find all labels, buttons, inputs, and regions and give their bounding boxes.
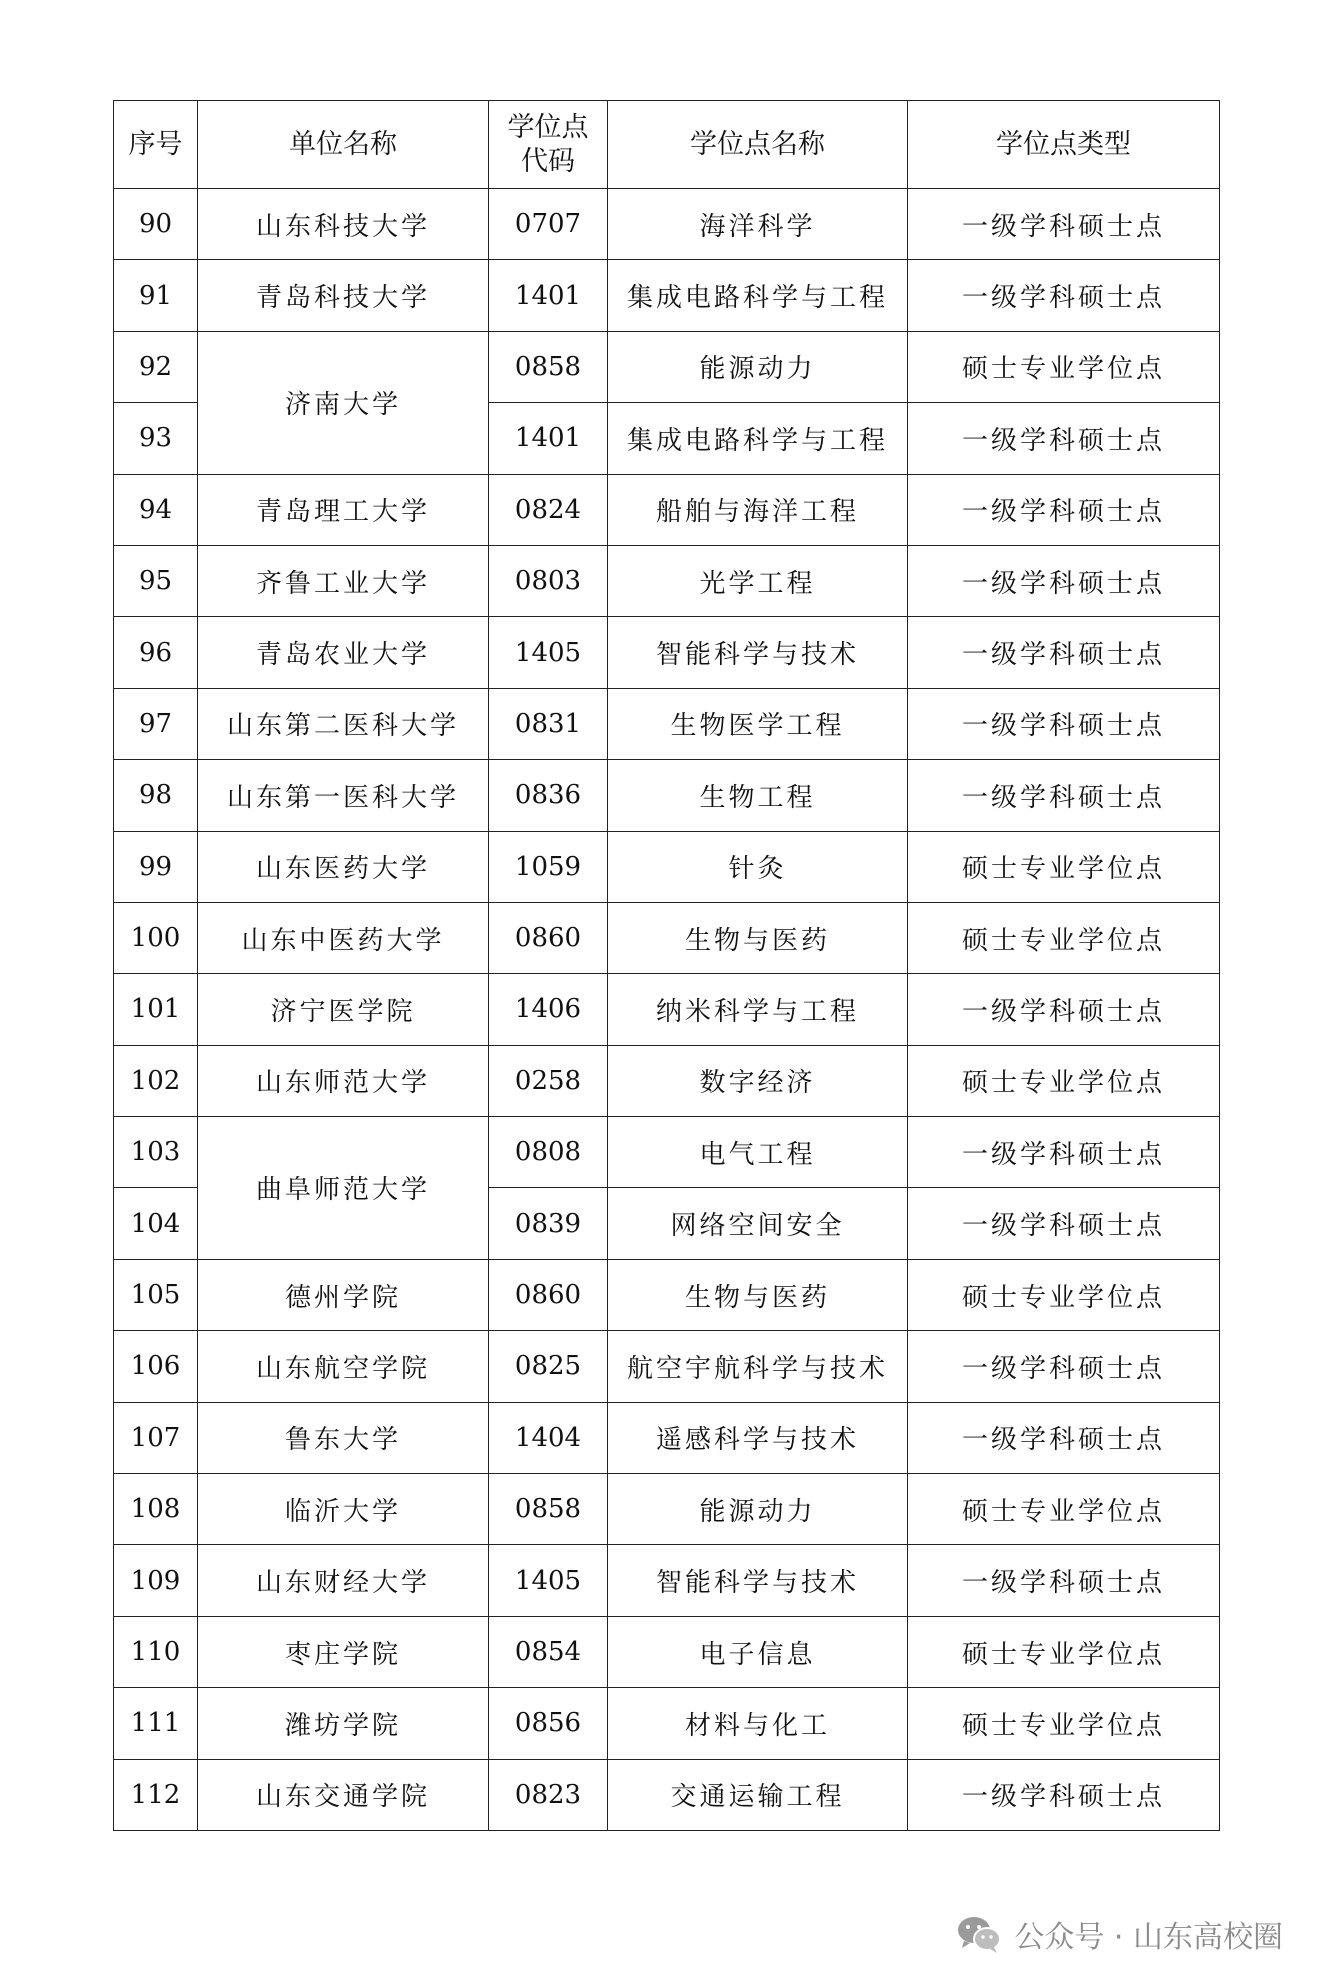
cell-unit: 山东医药大学	[198, 831, 489, 902]
cell-name: 遥感科学与技术	[608, 1402, 908, 1473]
table-row	[114, 902, 1220, 973]
table-row	[114, 474, 1220, 545]
cell-name: 生物工程	[608, 760, 908, 831]
cell-index: 110	[114, 1616, 198, 1687]
table-row	[114, 617, 1220, 688]
cell-unit: 山东中医药大学	[198, 902, 489, 973]
cell-index: 99	[114, 831, 198, 902]
cell-unit: 山东科技大学	[198, 189, 489, 260]
table-row	[114, 1688, 1220, 1759]
cell-type: 一级学科硕士点	[908, 617, 1220, 688]
wechat-icon	[956, 1914, 1002, 1954]
table-row	[114, 1117, 1220, 1188]
table-row	[114, 760, 1220, 831]
cell-code: 1401	[489, 403, 608, 474]
cell-name: 材料与化工	[608, 1688, 908, 1759]
cell-index: 95	[114, 545, 198, 616]
cell-index: 112	[114, 1759, 198, 1830]
cell-code: 0808	[489, 1117, 608, 1188]
cell-unit: 齐鲁工业大学	[198, 545, 489, 616]
table-row	[114, 688, 1220, 759]
header-index: 序号	[114, 101, 198, 189]
cell-unit: 德州学院	[198, 1259, 489, 1330]
table-header-row	[114, 101, 1220, 189]
cell-code: 0825	[489, 1331, 608, 1402]
cell-type: 一级学科硕士点	[908, 474, 1220, 545]
cell-unit: 临沂大学	[198, 1474, 489, 1545]
cell-type: 一级学科硕士点	[908, 545, 1220, 616]
cell-unit: 鲁东大学	[198, 1402, 489, 1473]
cell-index: 93	[114, 403, 198, 474]
cell-index: 90	[114, 189, 198, 260]
cell-name: 智能科学与技术	[608, 1545, 908, 1616]
header-code	[489, 101, 608, 189]
cell-unit: 青岛理工大学	[198, 474, 489, 545]
cell-type: 一级学科硕士点	[908, 260, 1220, 331]
cell-name: 集成电路科学与工程	[608, 403, 908, 474]
cell-name: 海洋科学	[608, 189, 908, 260]
cell-unit: 山东第一医科大学	[198, 760, 489, 831]
cell-code: 0858	[489, 331, 608, 402]
cell-unit: 潍坊学院	[198, 1688, 489, 1759]
header-code-line1: 学位点	[507, 111, 589, 143]
table-row	[114, 189, 1220, 260]
cell-code: 1405	[489, 1545, 608, 1616]
cell-type: 硕士专业学位点	[908, 1616, 1220, 1687]
cell-code: 0803	[489, 545, 608, 616]
cell-name: 网络空间安全	[608, 1188, 908, 1259]
cell-index: 105	[114, 1259, 198, 1330]
cell-unit: 枣庄学院	[198, 1616, 489, 1687]
table-row	[114, 1759, 1220, 1830]
table-row	[114, 1331, 1220, 1402]
cell-name: 生物医学工程	[608, 688, 908, 759]
cell-code: 1401	[489, 260, 608, 331]
table-row	[114, 1545, 1220, 1616]
cell-index: 94	[114, 474, 198, 545]
cell-code: 0831	[489, 688, 608, 759]
cell-index: 98	[114, 760, 198, 831]
cell-code: 0860	[489, 902, 608, 973]
cell-name: 船舶与海洋工程	[608, 474, 908, 545]
cell-type: 一级学科硕士点	[908, 974, 1220, 1045]
header-unit: 单位名称	[198, 101, 489, 189]
cell-type: 一级学科硕士点	[908, 760, 1220, 831]
cell-code: 0858	[489, 1474, 608, 1545]
cell-code: 0836	[489, 760, 608, 831]
cell-index: 106	[114, 1331, 198, 1402]
cell-name: 纳米科学与工程	[608, 974, 908, 1045]
cell-unit: 山东师范大学	[198, 1045, 489, 1116]
cell-unit: 山东财经大学	[198, 1545, 489, 1616]
cell-unit: 济宁医学院	[198, 974, 489, 1045]
cell-type: 一级学科硕士点	[908, 1117, 1220, 1188]
cell-unit: 曲阜师范大学	[198, 1117, 489, 1260]
cell-index: 107	[114, 1402, 198, 1473]
cell-name: 生物与医药	[608, 902, 908, 973]
cell-index: 101	[114, 974, 198, 1045]
cell-code: 0860	[489, 1259, 608, 1330]
cell-name: 智能科学与技术	[608, 617, 908, 688]
degree-points-table	[113, 100, 1220, 1831]
cell-type: 硕士专业学位点	[908, 1688, 1220, 1759]
table-row	[114, 545, 1220, 616]
cell-name: 交通运输工程	[608, 1759, 908, 1830]
table-row	[114, 1616, 1220, 1687]
cell-unit: 青岛农业大学	[198, 617, 489, 688]
cell-name: 能源动力	[608, 1474, 908, 1545]
cell-type: 硕士专业学位点	[908, 831, 1220, 902]
cell-type: 一级学科硕士点	[908, 189, 1220, 260]
cell-type: 硕士专业学位点	[908, 1259, 1220, 1330]
cell-name: 航空宇航科学与技术	[608, 1331, 908, 1402]
cell-code: 1405	[489, 617, 608, 688]
cell-code: 0258	[489, 1045, 608, 1116]
cell-type: 一级学科硕士点	[908, 403, 1220, 474]
cell-index: 103	[114, 1117, 198, 1188]
cell-index: 96	[114, 617, 198, 688]
table-row	[114, 1045, 1220, 1116]
cell-name: 光学工程	[608, 545, 908, 616]
cell-type: 一级学科硕士点	[908, 1402, 1220, 1473]
cell-type: 硕士专业学位点	[908, 1474, 1220, 1545]
cell-type: 硕士专业学位点	[908, 331, 1220, 402]
table-row	[114, 1259, 1220, 1330]
cell-type: 一级学科硕士点	[908, 1188, 1220, 1259]
cell-type: 硕士专业学位点	[908, 902, 1220, 973]
cell-unit: 济南大学	[198, 331, 489, 474]
cell-code: 1059	[489, 831, 608, 902]
cell-name: 集成电路科学与工程	[608, 260, 908, 331]
cell-name: 电子信息	[608, 1616, 908, 1687]
header-name: 学位点名称	[608, 101, 908, 189]
cell-type: 硕士专业学位点	[908, 1045, 1220, 1116]
cell-unit: 青岛科技大学	[198, 260, 489, 331]
table-row	[114, 831, 1220, 902]
cell-type: 一级学科硕士点	[908, 1545, 1220, 1616]
cell-unit: 山东交通学院	[198, 1759, 489, 1830]
cell-name: 数字经济	[608, 1045, 908, 1116]
table-body	[114, 189, 1220, 1831]
cell-code: 0839	[489, 1188, 608, 1259]
cell-type: 一级学科硕士点	[908, 1331, 1220, 1402]
cell-name: 能源动力	[608, 331, 908, 402]
cell-name: 针灸	[608, 831, 908, 902]
watermark-text: 公众号 · 山东高校圈	[1014, 1920, 1283, 1955]
cell-index: 92	[114, 331, 198, 402]
cell-code: 0854	[489, 1616, 608, 1687]
cell-index: 102	[114, 1045, 198, 1116]
cell-index: 91	[114, 260, 198, 331]
cell-code: 1404	[489, 1402, 608, 1473]
header-type: 学位点类型	[908, 101, 1220, 189]
cell-unit: 山东航空学院	[198, 1331, 489, 1402]
cell-index: 97	[114, 688, 198, 759]
watermark	[956, 1912, 1283, 1956]
cell-name: 电气工程	[608, 1117, 908, 1188]
cell-index: 104	[114, 1188, 198, 1259]
cell-type: 一级学科硕士点	[908, 688, 1220, 759]
table-row	[114, 260, 1220, 331]
cell-index: 100	[114, 902, 198, 973]
cell-code: 1406	[489, 974, 608, 1045]
cell-code: 0824	[489, 474, 608, 545]
cell-unit: 山东第二医科大学	[198, 688, 489, 759]
cell-code: 0707	[489, 189, 608, 260]
cell-code: 0823	[489, 1759, 608, 1830]
table-row	[114, 1402, 1220, 1473]
cell-index: 109	[114, 1545, 198, 1616]
cell-index: 108	[114, 1474, 198, 1545]
cell-name: 生物与医药	[608, 1259, 908, 1330]
header-code-line2: 代码	[521, 145, 575, 177]
cell-code: 0856	[489, 1688, 608, 1759]
table-row	[114, 974, 1220, 1045]
table-row	[114, 331, 1220, 402]
cell-type: 一级学科硕士点	[908, 1759, 1220, 1830]
cell-index: 111	[114, 1688, 198, 1759]
table-row	[114, 1474, 1220, 1545]
